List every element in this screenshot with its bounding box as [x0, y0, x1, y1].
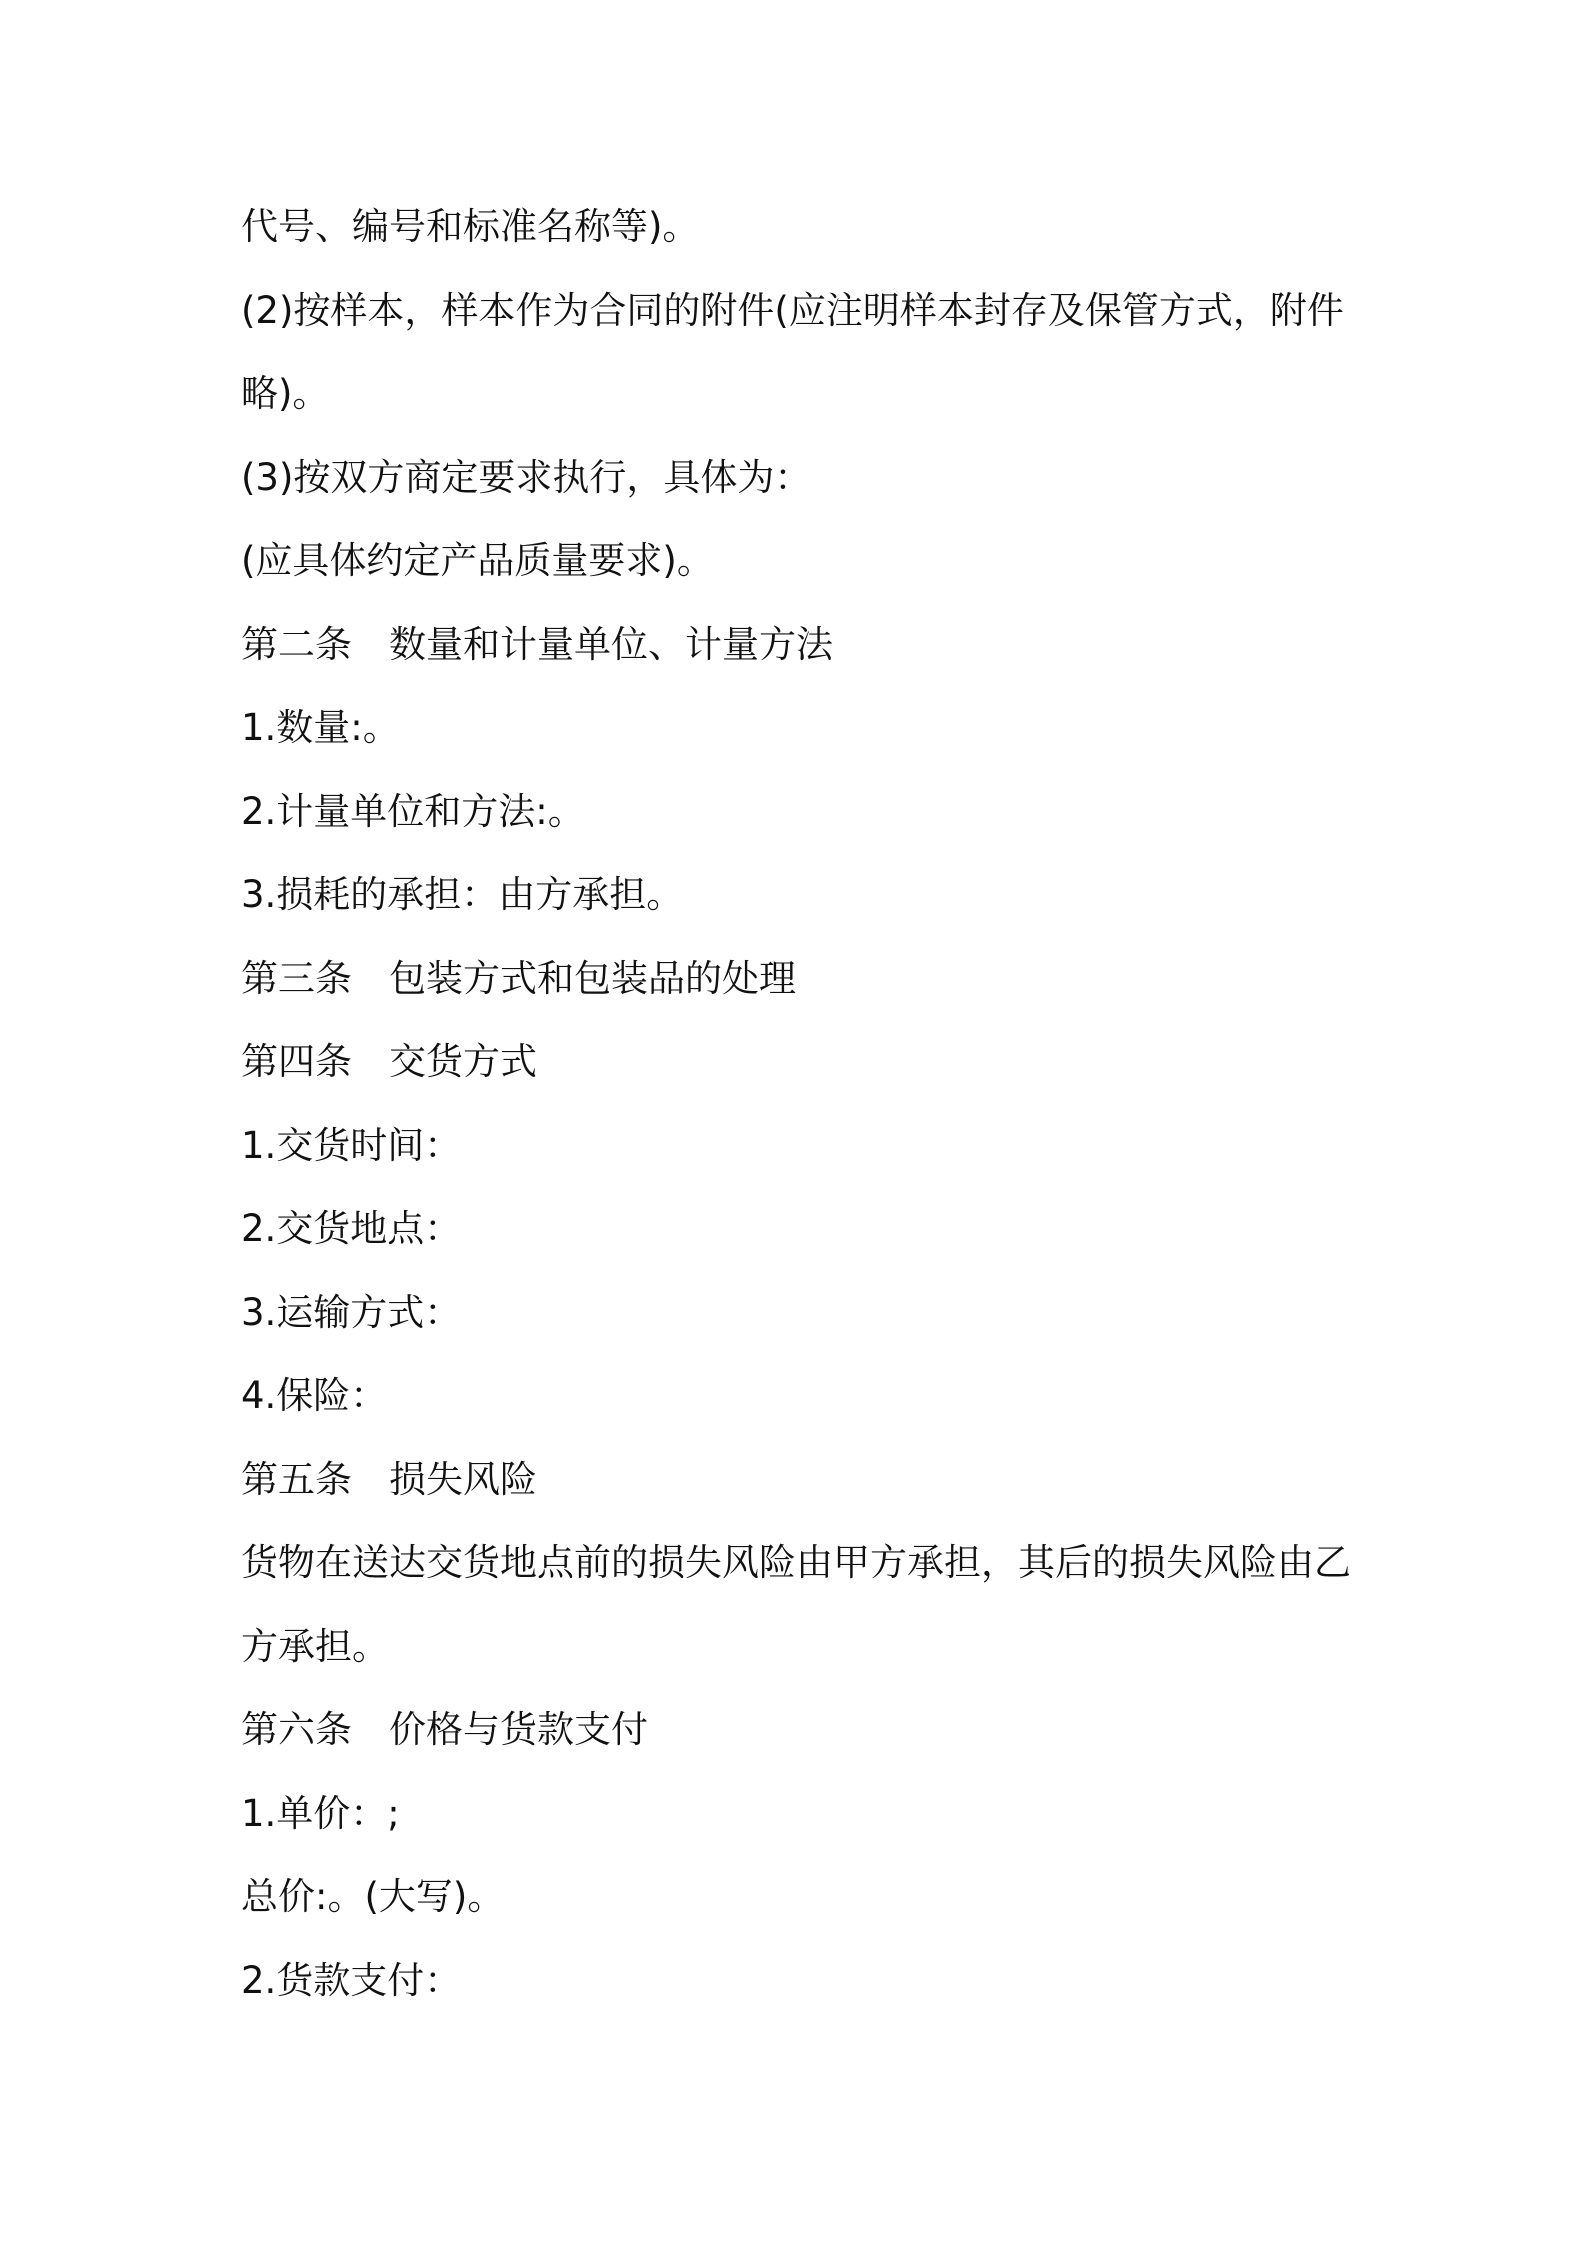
article-heading: 第六条 价格与货款支付: [241, 1708, 648, 1751]
clause-text-line: 2.计量单位和方法:。: [241, 790, 585, 833]
clause-text-line: 2.交货地点：: [241, 1207, 462, 1250]
article-heading: 第三条 包装方式和包装品的处理: [241, 957, 796, 1000]
clause-text-line: 1.数量:。: [241, 706, 400, 749]
clause-text-line: 3.损耗的承担：由方承担。: [241, 873, 684, 916]
clause-text-line: (2)按样本，样本作为合同的附件(应注明样本封存及保管方式，附件: [241, 289, 1344, 332]
clause-text-line: 方承担。: [241, 1625, 389, 1668]
clause-text-line: 代号、编号和标准名称等)。: [241, 205, 700, 248]
article-heading: 第四条 交货方式: [241, 1040, 537, 1083]
clause-text-line: 略)。: [241, 372, 330, 415]
clause-text-line: 1.单价：;: [241, 1792, 400, 1835]
clause-text-line: (应具体约定产品质量要求)。: [241, 539, 714, 582]
article-heading: 第二条 数量和计量单位、计量方法: [241, 623, 833, 666]
clause-text-line: 4.保险：: [241, 1374, 388, 1417]
clause-text-line: 2.货款支付：: [241, 1959, 462, 2002]
clause-text-line: 3.运输方式：: [241, 1291, 462, 1334]
clause-text-line: (3)按双方商定要求执行，具体为：: [241, 456, 812, 499]
clause-text-line: 货物在送达交货地点前的损失风险由甲方承担，其后的损失风险由乙: [241, 1541, 1351, 1584]
clause-text-line: 1.交货时间：: [241, 1124, 462, 1167]
article-heading: 第五条 损失风险: [241, 1458, 537, 1501]
clause-text-line: 总价:。(大写)。: [241, 1875, 505, 1918]
